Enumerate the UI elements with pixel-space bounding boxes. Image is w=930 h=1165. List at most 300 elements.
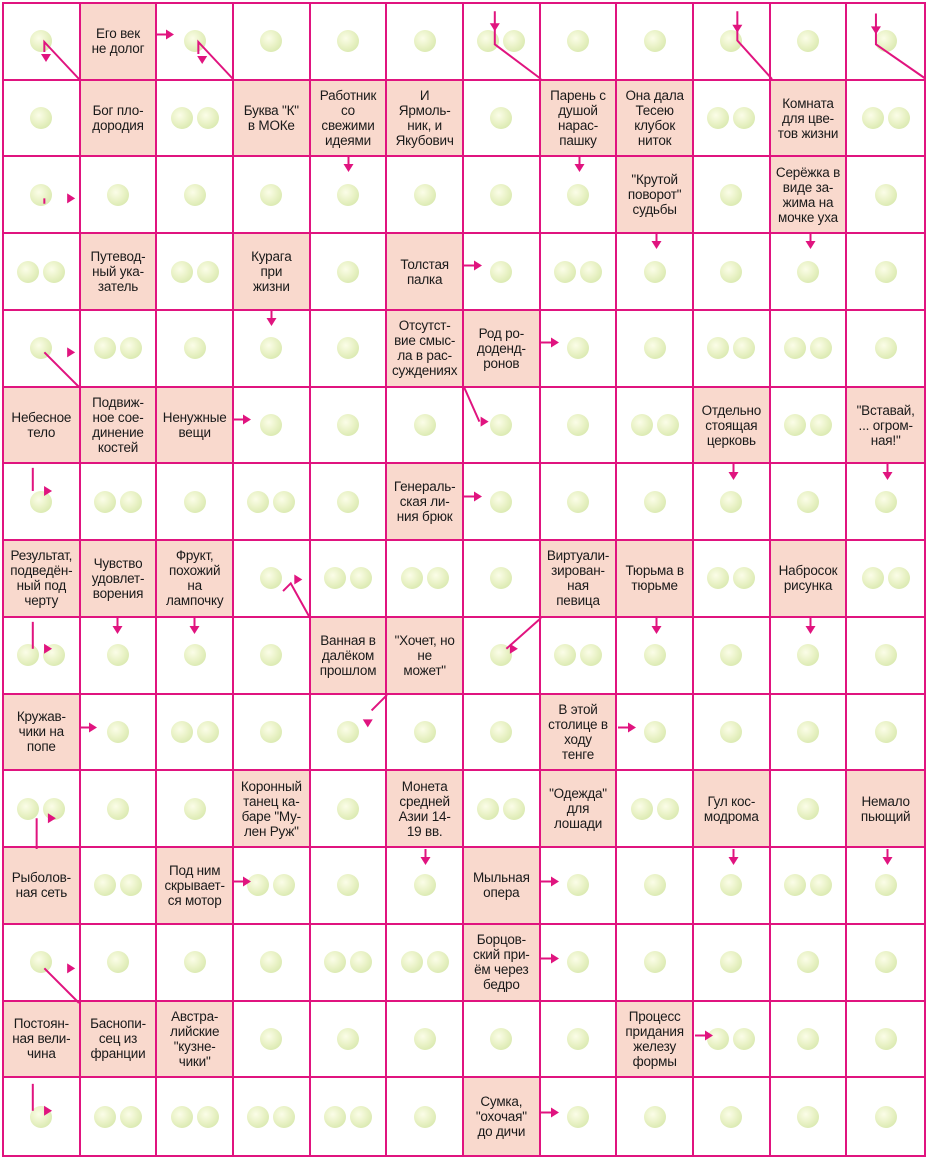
answer-cell[interactable] <box>541 311 618 388</box>
clue-text: Гул кос- модрома <box>703 793 759 824</box>
answer-cell[interactable] <box>81 771 158 848</box>
answer-dot-icon <box>184 951 206 973</box>
answer-dot-icon <box>260 30 282 52</box>
answer-dot-icon <box>720 261 742 283</box>
answer-dot-icon <box>875 721 897 743</box>
clue-text: Работник со свежими идеями <box>319 88 377 149</box>
answer-cell[interactable] <box>464 695 541 772</box>
answer-cell[interactable] <box>617 4 694 81</box>
answer-cell[interactable] <box>847 4 924 81</box>
answer-cell[interactable] <box>4 311 81 388</box>
answer-dot-icon <box>720 644 742 666</box>
answer-dot-icon <box>797 30 819 52</box>
answer-cell[interactable] <box>464 1002 541 1079</box>
answer-dot-icon <box>875 951 897 973</box>
answer-dot-icon <box>862 567 884 589</box>
answer-dot-icon <box>94 337 116 359</box>
answer-dot-icon <box>350 567 372 589</box>
answer-dot-icon <box>260 184 282 206</box>
answer-dot-icon <box>490 261 512 283</box>
clue-text: Подвиж- ное сое- динение костей <box>92 395 144 456</box>
answer-cell[interactable] <box>541 1002 618 1079</box>
answer-cell[interactable] <box>617 695 694 772</box>
answer-cell[interactable] <box>694 157 771 234</box>
answer-cell[interactable] <box>541 1078 618 1155</box>
answer-cell[interactable] <box>464 81 541 158</box>
answer-cell[interactable] <box>157 925 234 1002</box>
answer-cell[interactable] <box>311 695 388 772</box>
answer-dot-icon <box>94 1106 116 1128</box>
answer-cell[interactable] <box>4 234 81 311</box>
answer-dot-icon <box>43 798 65 820</box>
answer-cell[interactable] <box>771 464 848 541</box>
answer-cell[interactable] <box>771 1002 848 1079</box>
answer-cell[interactable] <box>387 157 464 234</box>
clue-text: Тюрьма в тюрьме <box>625 563 684 594</box>
answer-dot-icon <box>810 337 832 359</box>
answer-cell[interactable] <box>617 925 694 1002</box>
answer-cell[interactable] <box>81 925 158 1002</box>
answer-cell[interactable] <box>387 541 464 618</box>
answer-cell[interactable] <box>311 464 388 541</box>
answer-dot-icon <box>120 1106 142 1128</box>
answer-cell[interactable] <box>847 157 924 234</box>
answer-cell[interactable] <box>387 1002 464 1079</box>
answer-cell[interactable] <box>617 234 694 311</box>
clue-text: Серёжка в виде за- жима на мочке уха <box>775 164 841 225</box>
answer-cell[interactable] <box>4 618 81 695</box>
answer-dot-icon <box>17 644 39 666</box>
answer-dot-icon <box>184 798 206 820</box>
answer-cell[interactable] <box>311 311 388 388</box>
answer-cell[interactable] <box>847 541 924 618</box>
answer-dot-icon <box>644 30 666 52</box>
clue-cell <box>464 1078 541 1155</box>
answer-dot-icon <box>260 721 282 743</box>
clue-text: Она дала Тесею клубок ниток <box>625 88 684 149</box>
answer-cell[interactable] <box>847 311 924 388</box>
answer-dot-icon <box>797 1028 819 1050</box>
clue-text: Отсутст- вие смыс- ла в рас- суждениях <box>391 318 458 379</box>
answer-dot-icon <box>401 567 423 589</box>
answer-cell[interactable] <box>464 234 541 311</box>
answer-dot-icon <box>784 414 806 436</box>
clue-cell <box>771 157 848 234</box>
clue-cell <box>617 81 694 158</box>
answer-cell[interactable] <box>4 925 81 1002</box>
answer-cell[interactable] <box>4 464 81 541</box>
answer-cell[interactable] <box>617 771 694 848</box>
clue-text: Бог пло- дородия <box>92 103 144 134</box>
answer-dot-icon <box>490 107 512 129</box>
answer-cell[interactable] <box>4 771 81 848</box>
answer-dot-icon <box>30 107 52 129</box>
answer-dot-icon <box>120 874 142 896</box>
answer-cell[interactable] <box>81 618 158 695</box>
clue-cell <box>157 1002 234 1079</box>
answer-cell[interactable] <box>464 771 541 848</box>
answer-dot-icon <box>784 337 806 359</box>
answer-cell[interactable] <box>387 4 464 81</box>
answer-cell[interactable] <box>694 311 771 388</box>
clue-text: Небесное тело <box>11 410 72 441</box>
clue-text: Борцов- ский при- ём через бедро <box>473 932 530 993</box>
answer-cell[interactable] <box>771 925 848 1002</box>
answer-dot-icon <box>30 951 52 973</box>
answer-dot-icon <box>260 1028 282 1050</box>
answer-cell[interactable] <box>464 4 541 81</box>
clue-cell <box>387 234 464 311</box>
clue-cell <box>81 234 158 311</box>
answer-cell[interactable] <box>771 311 848 388</box>
answer-dot-icon <box>260 644 282 666</box>
answer-cell[interactable] <box>541 618 618 695</box>
answer-cell[interactable] <box>464 464 541 541</box>
answer-cell[interactable] <box>234 311 311 388</box>
answer-cell[interactable] <box>694 4 771 81</box>
answer-cell[interactable] <box>311 541 388 618</box>
answer-cell[interactable] <box>311 1078 388 1155</box>
answer-cell[interactable] <box>847 464 924 541</box>
answer-cell[interactable] <box>617 848 694 925</box>
answer-dot-icon <box>567 30 589 52</box>
answer-cell[interactable] <box>234 925 311 1002</box>
answer-dot-icon <box>337 1028 359 1050</box>
clue-cell <box>157 848 234 925</box>
answer-dot-icon <box>875 261 897 283</box>
answer-cell[interactable] <box>541 157 618 234</box>
answer-cell[interactable] <box>617 464 694 541</box>
answer-dot-icon <box>337 721 359 743</box>
answer-cell[interactable] <box>157 81 234 158</box>
answer-cell[interactable] <box>771 1078 848 1155</box>
answer-dot-icon <box>414 184 436 206</box>
answer-cell[interactable] <box>694 464 771 541</box>
answer-dot-icon <box>720 1106 742 1128</box>
answer-cell[interactable] <box>234 618 311 695</box>
answer-dot-icon <box>888 107 910 129</box>
answer-cell[interactable] <box>387 695 464 772</box>
answer-dot-icon <box>414 1028 436 1050</box>
answer-cell[interactable] <box>157 695 234 772</box>
clue-cell <box>4 541 81 618</box>
answer-dot-icon <box>273 491 295 513</box>
answer-dot-icon <box>260 951 282 973</box>
answer-cell[interactable] <box>311 234 388 311</box>
clue-text: Австра- лийские "кузне- чики" <box>170 1008 220 1069</box>
answer-dot-icon <box>197 107 219 129</box>
answer-dot-icon <box>337 184 359 206</box>
clue-cell <box>81 541 158 618</box>
answer-dot-icon <box>567 951 589 973</box>
answer-cell[interactable] <box>771 234 848 311</box>
clue-text: "Вставай, ... огром- ная!" <box>856 402 915 448</box>
answer-cell[interactable] <box>157 464 234 541</box>
answer-cell[interactable] <box>464 618 541 695</box>
answer-cell[interactable] <box>157 771 234 848</box>
clue-cell <box>847 771 924 848</box>
answer-cell[interactable] <box>81 695 158 772</box>
answer-dot-icon <box>171 107 193 129</box>
answer-dot-icon <box>197 721 219 743</box>
answer-cell[interactable] <box>541 925 618 1002</box>
answer-dot-icon <box>260 414 282 436</box>
answer-cell[interactable] <box>387 1078 464 1155</box>
clue-cell <box>234 771 311 848</box>
answer-cell[interactable] <box>847 81 924 158</box>
answer-dot-icon <box>631 414 653 436</box>
answer-cell[interactable] <box>234 464 311 541</box>
clue-text: Под ним скрывает- ся мотор <box>164 862 225 908</box>
clue-cell <box>771 81 848 158</box>
answer-cell[interactable] <box>81 311 158 388</box>
answer-dot-icon <box>733 567 755 589</box>
clue-cell <box>311 81 388 158</box>
answer-dot-icon <box>644 644 666 666</box>
answer-dot-icon <box>17 261 39 283</box>
answer-cell[interactable] <box>694 618 771 695</box>
answer-cell[interactable] <box>234 541 311 618</box>
answer-dot-icon <box>875 337 897 359</box>
answer-cell[interactable] <box>234 1002 311 1079</box>
answer-cell[interactable] <box>387 925 464 1002</box>
answer-cell[interactable] <box>541 464 618 541</box>
answer-dot-icon <box>273 1106 295 1128</box>
answer-cell[interactable] <box>847 618 924 695</box>
clue-text: Путевод- ный ука- затель <box>90 249 146 295</box>
answer-dot-icon <box>733 1028 755 1050</box>
answer-cell[interactable] <box>311 925 388 1002</box>
answer-cell[interactable] <box>694 1002 771 1079</box>
answer-dot-icon <box>707 1028 729 1050</box>
answer-dot-icon <box>644 721 666 743</box>
answer-cell[interactable] <box>81 157 158 234</box>
answer-dot-icon <box>580 644 602 666</box>
answer-cell[interactable] <box>311 388 388 465</box>
answer-cell[interactable] <box>157 234 234 311</box>
answer-cell[interactable] <box>694 541 771 618</box>
answer-dot-icon <box>184 491 206 513</box>
answer-dot-icon <box>720 184 742 206</box>
answer-cell[interactable] <box>311 4 388 81</box>
clue-text: И Ярмоль- ник, и Якубович <box>395 88 454 149</box>
answer-dot-icon <box>427 567 449 589</box>
clue-text: Толстая палка <box>400 256 449 287</box>
answer-dot-icon <box>631 798 653 820</box>
answer-dot-icon <box>350 951 372 973</box>
answer-dot-icon <box>644 951 666 973</box>
answer-cell[interactable] <box>234 157 311 234</box>
answer-dot-icon <box>273 874 295 896</box>
answer-dot-icon <box>414 1106 436 1128</box>
answer-cell[interactable] <box>771 388 848 465</box>
clue-cell <box>81 81 158 158</box>
clue-text: Коронный танец ка- баре "Му- лен Руж" <box>240 778 302 839</box>
answer-cell[interactable] <box>617 618 694 695</box>
answer-cell[interactable] <box>81 464 158 541</box>
answer-dot-icon <box>644 874 666 896</box>
answer-dot-icon <box>733 337 755 359</box>
answer-dot-icon <box>324 567 346 589</box>
answer-dot-icon <box>567 184 589 206</box>
answer-dot-icon <box>197 1106 219 1128</box>
clue-text: Буква "К" в МОКе <box>243 103 299 134</box>
answer-cell[interactable] <box>694 81 771 158</box>
answer-dot-icon <box>644 491 666 513</box>
answer-dot-icon <box>477 798 499 820</box>
answer-cell[interactable] <box>234 4 311 81</box>
answer-dot-icon <box>247 1106 269 1128</box>
answer-dot-icon <box>797 1106 819 1128</box>
answer-cell[interactable] <box>541 234 618 311</box>
answer-dot-icon <box>490 184 512 206</box>
answer-cell[interactable] <box>694 848 771 925</box>
answer-cell[interactable] <box>311 848 388 925</box>
clue-text: Рыболов- ная сеть <box>11 870 71 901</box>
clue-cell <box>387 464 464 541</box>
answer-dot-icon <box>784 874 806 896</box>
clue-text: "Крутой поворот" судьбы <box>627 172 682 218</box>
answer-cell[interactable] <box>617 311 694 388</box>
answer-dot-icon <box>107 644 129 666</box>
answer-dot-icon <box>337 491 359 513</box>
clue-text: Род ро- доденд- ронов <box>476 325 526 371</box>
clue-cell <box>387 311 464 388</box>
answer-dot-icon <box>567 491 589 513</box>
answer-cell[interactable] <box>847 1078 924 1155</box>
answer-dot-icon <box>324 951 346 973</box>
answer-dot-icon <box>490 1028 512 1050</box>
answer-cell[interactable] <box>847 695 924 772</box>
answer-cell[interactable] <box>847 234 924 311</box>
answer-cell[interactable] <box>311 1002 388 1079</box>
answer-cell[interactable] <box>234 848 311 925</box>
answer-cell[interactable] <box>464 157 541 234</box>
answer-dot-icon <box>797 644 819 666</box>
clue-text: Его век не долог <box>91 26 145 57</box>
answer-cell[interactable] <box>387 848 464 925</box>
clue-cell <box>4 695 81 772</box>
clue-text: Курага при жизни <box>251 249 292 295</box>
answer-cell[interactable] <box>4 4 81 81</box>
clue-cell <box>847 388 924 465</box>
answer-cell[interactable] <box>234 1078 311 1155</box>
answer-dot-icon <box>30 184 52 206</box>
answer-dot-icon <box>862 107 884 129</box>
answer-cell[interactable] <box>847 1002 924 1079</box>
answer-cell[interactable] <box>311 771 388 848</box>
answer-cell[interactable] <box>81 1078 158 1155</box>
answer-cell[interactable] <box>847 848 924 925</box>
answer-cell[interactable] <box>311 157 388 234</box>
answer-cell[interactable] <box>157 311 234 388</box>
answer-cell[interactable] <box>694 925 771 1002</box>
answer-cell[interactable] <box>4 81 81 158</box>
clue-cell <box>81 4 158 81</box>
answer-dot-icon <box>107 184 129 206</box>
answer-cell[interactable] <box>387 388 464 465</box>
clue-cell <box>464 848 541 925</box>
clue-cell <box>617 541 694 618</box>
answer-cell[interactable] <box>464 541 541 618</box>
answer-dot-icon <box>644 1106 666 1128</box>
answer-dot-icon <box>171 261 193 283</box>
answer-cell[interactable] <box>157 4 234 81</box>
clue-cell <box>464 311 541 388</box>
answer-cell[interactable] <box>4 1078 81 1155</box>
clue-cell <box>541 695 618 772</box>
answer-dot-icon <box>707 107 729 129</box>
answer-dot-icon <box>490 567 512 589</box>
answer-dot-icon <box>720 951 742 973</box>
answer-dot-icon <box>797 721 819 743</box>
crossword-grid <box>2 2 926 1157</box>
answer-cell[interactable] <box>234 695 311 772</box>
answer-dot-icon <box>567 1106 589 1128</box>
answer-dot-icon <box>184 337 206 359</box>
answer-cell[interactable] <box>541 848 618 925</box>
answer-dot-icon <box>197 261 219 283</box>
answer-cell[interactable] <box>771 618 848 695</box>
answer-cell[interactable] <box>464 388 541 465</box>
answer-dot-icon <box>414 414 436 436</box>
answer-dot-icon <box>644 337 666 359</box>
answer-cell[interactable] <box>81 848 158 925</box>
clue-cell <box>541 771 618 848</box>
answer-dot-icon <box>720 721 742 743</box>
answer-cell[interactable] <box>234 388 311 465</box>
answer-dot-icon <box>414 721 436 743</box>
clue-text: Набросок рисунка <box>778 563 838 594</box>
answer-dot-icon <box>43 644 65 666</box>
answer-cell[interactable] <box>157 618 234 695</box>
answer-cell[interactable] <box>157 1078 234 1155</box>
clue-text: В этой столице в ходу тенге <box>548 701 608 762</box>
answer-cell[interactable] <box>617 388 694 465</box>
answer-cell[interactable] <box>694 1078 771 1155</box>
answer-dot-icon <box>30 337 52 359</box>
answer-dot-icon <box>337 874 359 896</box>
answer-dot-icon <box>875 184 897 206</box>
clue-cell <box>4 1002 81 1079</box>
answer-dot-icon <box>414 30 436 52</box>
answer-cell[interactable] <box>157 157 234 234</box>
answer-cell[interactable] <box>694 695 771 772</box>
answer-dot-icon <box>43 261 65 283</box>
answer-cell[interactable] <box>694 234 771 311</box>
answer-cell[interactable] <box>771 848 848 925</box>
clue-cell <box>234 234 311 311</box>
answer-dot-icon <box>414 874 436 896</box>
answer-cell[interactable] <box>541 4 618 81</box>
answer-cell[interactable] <box>847 925 924 1002</box>
answer-dot-icon <box>503 30 525 52</box>
answer-cell[interactable] <box>771 4 848 81</box>
answer-dot-icon <box>490 721 512 743</box>
answer-dot-icon <box>567 874 589 896</box>
answer-dot-icon <box>733 107 755 129</box>
answer-dot-icon <box>490 414 512 436</box>
answer-cell[interactable] <box>617 1078 694 1155</box>
answer-cell[interactable] <box>771 695 848 772</box>
answer-cell[interactable] <box>541 388 618 465</box>
answer-cell[interactable] <box>4 157 81 234</box>
clue-cell <box>617 157 694 234</box>
answer-dot-icon <box>107 951 129 973</box>
answer-dot-icon <box>720 30 742 52</box>
answer-dot-icon <box>30 30 52 52</box>
answer-cell[interactable] <box>771 771 848 848</box>
